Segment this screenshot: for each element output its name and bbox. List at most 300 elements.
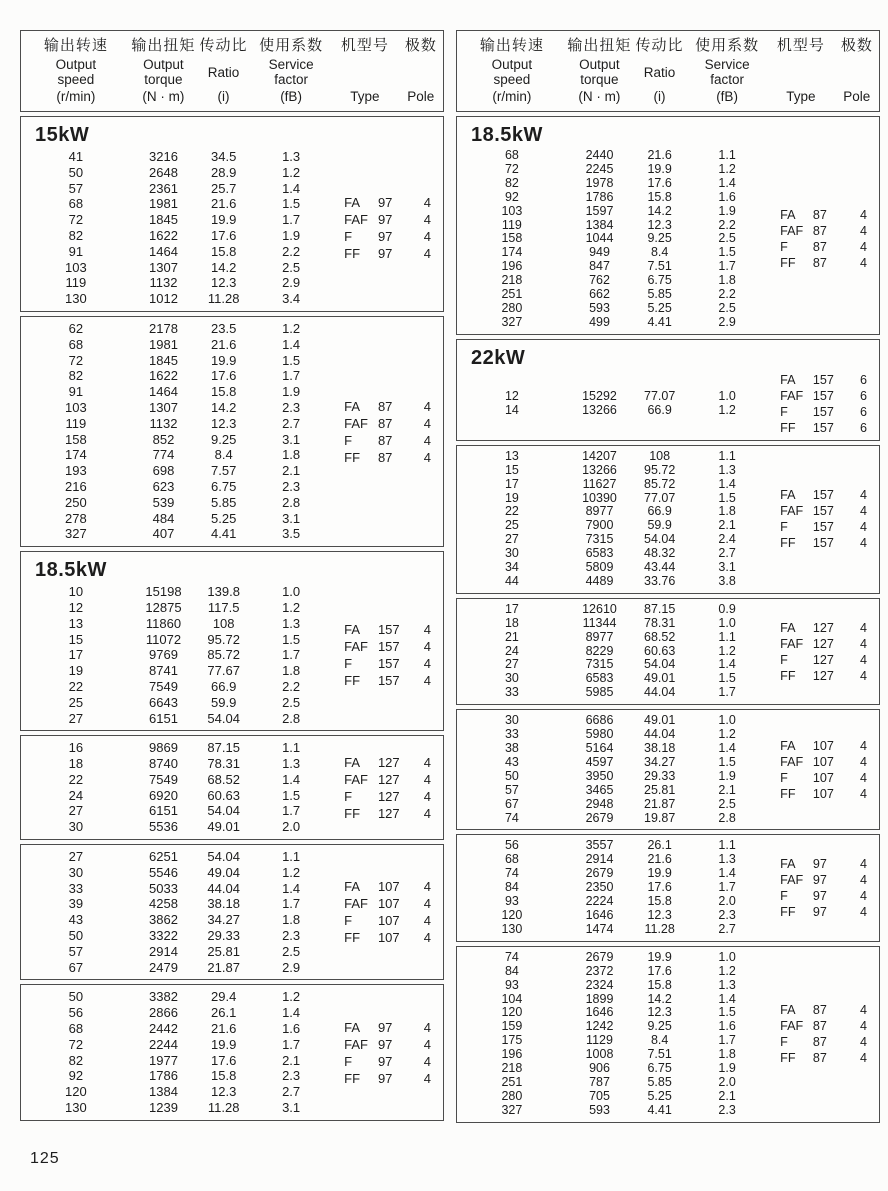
table-cell: 15292 — [582, 388, 617, 403]
model-prefix: FF — [344, 1070, 361, 1086]
table-cell: 1.2 — [718, 963, 736, 978]
model-prefix: FA — [344, 398, 361, 414]
table-row — [457, 1104, 767, 1118]
table-cell: 2648 — [149, 164, 178, 180]
table-cell: 50 — [68, 928, 84, 944]
table-cell: 1.1 — [718, 148, 736, 162]
table-cell: 6.75 — [211, 478, 237, 494]
page-number: 125 — [30, 1150, 60, 1167]
table-cell: 12875 — [145, 599, 182, 615]
header-label-zh: 传动比 — [199, 37, 248, 54]
table-cell: 18 — [68, 756, 84, 772]
table-row — [457, 404, 767, 418]
spec-block — [456, 709, 880, 830]
table-cell: 54.04 — [207, 849, 240, 865]
table-cell: 4489 — [585, 573, 614, 588]
model-type — [780, 223, 827, 239]
table-row — [457, 881, 767, 895]
table-cell: 13266 — [582, 462, 617, 477]
table-cell: 2.3 — [718, 907, 736, 922]
table-cell: 3322 — [149, 928, 178, 944]
table-cell: 327 — [65, 526, 87, 542]
table-cell: 2.3 — [282, 1068, 301, 1084]
table-cell: 11072 — [145, 631, 182, 647]
model-size: 87 — [377, 432, 393, 448]
table-cell: 14 — [504, 402, 519, 417]
table-cell: 49.01 — [644, 671, 676, 686]
table-cell: 30 — [504, 546, 519, 561]
model-size: 87 — [812, 240, 827, 255]
table-cell: 1307 — [149, 399, 178, 415]
table-cell: 5536 — [149, 819, 178, 835]
model-row — [780, 754, 867, 770]
table-cell: 15198 — [145, 584, 182, 600]
table-cell: 54.04 — [207, 710, 240, 726]
table-cell: 2.1 — [718, 518, 736, 533]
table-cell: 2442 — [149, 1021, 178, 1037]
table-cell: 1.9 — [282, 227, 301, 243]
table-cell: 6920 — [149, 787, 178, 803]
table-row — [21, 865, 331, 881]
table-row — [457, 895, 767, 909]
model-row — [780, 503, 867, 519]
model-row — [344, 638, 431, 655]
model-type — [780, 487, 834, 503]
block-content — [457, 603, 879, 700]
pole-count: 4 — [859, 857, 867, 872]
pole-count: 4 — [423, 211, 431, 227]
model-type — [344, 895, 400, 912]
table-cell: 33 — [504, 685, 519, 700]
table-cell: 218 — [501, 273, 523, 288]
table-cell: 19.9 — [647, 949, 672, 964]
model-row — [780, 620, 867, 636]
table-cell: 1.4 — [718, 175, 736, 190]
table-cell: 2.5 — [282, 694, 301, 710]
pole-count: 4 — [423, 1019, 431, 1035]
header-unit: Pole — [843, 89, 871, 104]
table-cell: 29.33 — [207, 928, 240, 944]
header-label-en-line: Output — [55, 57, 97, 72]
pole-count: 4 — [859, 620, 867, 635]
table-cell: 193 — [65, 463, 87, 479]
model-size: 157 — [812, 388, 834, 403]
table-cell: 3465 — [585, 782, 614, 797]
model-row — [344, 929, 431, 946]
model-prefix: FAF — [780, 504, 804, 519]
table-cell: 72 — [504, 161, 519, 176]
table-row — [21, 679, 331, 695]
table-row — [21, 416, 331, 432]
model-prefix: FF — [344, 245, 361, 261]
table-row — [457, 464, 767, 478]
model-prefix: FAF — [780, 873, 804, 888]
table-cell: 12 — [504, 388, 519, 403]
model-size: 157 — [812, 488, 834, 503]
model-type — [344, 878, 400, 895]
table-row — [457, 658, 767, 672]
table-cell: 1.7 — [718, 259, 736, 274]
header-cell — [567, 36, 632, 105]
table-cell: 662 — [589, 287, 610, 302]
model-prefix: FA — [780, 738, 796, 753]
model-list — [767, 487, 879, 551]
header-label-en — [208, 55, 240, 89]
table-cell: 8229 — [585, 643, 614, 658]
model-list — [767, 856, 879, 920]
pole-count: 4 — [423, 245, 431, 261]
model-size: 157 — [812, 536, 834, 551]
table-cell: 108 — [212, 615, 235, 631]
table-row — [21, 149, 331, 165]
table-cell: 2.5 — [282, 259, 301, 275]
table-row — [21, 600, 331, 616]
table-cell: 1.2 — [282, 989, 301, 1005]
table-cell: 6.75 — [647, 1061, 672, 1076]
model-prefix: FA — [780, 620, 796, 635]
header-unit: (N · m) — [142, 89, 185, 104]
table-cell: 2.3 — [282, 928, 301, 944]
model-row — [780, 786, 867, 802]
table-row — [21, 291, 331, 307]
table-cell: 1622 — [149, 368, 178, 384]
table-cell: 1597 — [585, 203, 614, 218]
model-size: 87 — [377, 398, 393, 414]
table-cell: 43 — [504, 754, 519, 769]
pole-count: 4 — [423, 398, 431, 414]
table-cell: 2.0 — [718, 1074, 736, 1089]
model-type — [780, 1034, 827, 1050]
model-row — [344, 1070, 431, 1087]
pole-count: 4 — [859, 240, 867, 255]
table-cell: 2.2 — [282, 678, 301, 694]
table-row — [457, 1048, 767, 1062]
model-size: 107 — [812, 754, 834, 769]
table-cell: 7.57 — [211, 463, 237, 479]
table-cell: 2.4 — [718, 532, 736, 547]
table-row — [21, 1005, 331, 1021]
table-row — [21, 432, 331, 448]
table-cell: 12 — [68, 599, 84, 615]
table-row — [21, 756, 331, 772]
table-cell: 3216 — [149, 149, 178, 164]
model-size: 97 — [812, 889, 827, 904]
header-label-en-line: torque — [580, 72, 619, 87]
spec-block — [456, 116, 880, 335]
table-cell: 49.01 — [207, 819, 240, 835]
table-cell: 8.4 — [214, 447, 233, 463]
table-cell: 38.18 — [644, 741, 676, 755]
table-cell: 15.8 — [647, 189, 672, 204]
model-prefix: F — [780, 1035, 788, 1050]
model-row — [780, 239, 867, 255]
table-row — [21, 353, 331, 369]
table-cell: 130 — [65, 1100, 87, 1116]
table-row — [21, 321, 331, 337]
header-unit: (r/min) — [492, 89, 532, 104]
model-prefix: FAF — [344, 771, 368, 787]
table-row — [457, 316, 767, 330]
table-cell: 2.8 — [282, 710, 301, 726]
table-cell: 2679 — [585, 949, 614, 964]
table-cell: 1.4 — [718, 657, 736, 672]
model-row — [780, 904, 867, 920]
table-cell: 2.7 — [282, 415, 301, 431]
model-type — [344, 754, 400, 771]
model-row — [344, 1036, 431, 1053]
table-row — [457, 232, 767, 246]
table-cell: 130 — [65, 291, 87, 307]
header-label-zh: 输出扭矩 — [131, 37, 196, 54]
table-cell: 33.76 — [644, 573, 676, 588]
table-row — [457, 686, 767, 700]
table-cell: 3.8 — [718, 573, 736, 588]
table-row — [21, 819, 331, 835]
table-cell: 16 — [68, 740, 84, 756]
model-type — [780, 754, 834, 770]
model-size: 127 — [377, 754, 400, 770]
table-row — [21, 695, 331, 711]
model-size: 157 — [812, 520, 834, 535]
table-cell: 3.1 — [282, 431, 301, 447]
pole-count: 4 — [859, 1003, 867, 1018]
table-cell: 12.3 — [211, 275, 237, 291]
model-size: 87 — [377, 415, 393, 431]
table-cell: 48.32 — [644, 546, 676, 561]
table-cell: 1.7 — [718, 1033, 736, 1048]
data-rows — [21, 989, 331, 1115]
table-cell: 6151 — [149, 803, 178, 819]
table-cell: 280 — [501, 1088, 523, 1103]
table-row — [457, 1076, 767, 1090]
table-cell: 19.87 — [644, 810, 676, 825]
table-cell: 6.75 — [647, 273, 672, 288]
model-prefix: F — [780, 240, 788, 255]
table-cell: 1.3 — [718, 852, 736, 867]
model-size: 97 — [812, 905, 827, 920]
model-prefix: FF — [780, 1051, 796, 1066]
model-type — [780, 904, 827, 920]
model-prefix: FAF — [780, 1019, 804, 1034]
data-rows — [457, 951, 767, 1118]
table-cell: 12.3 — [211, 1084, 237, 1100]
table-cell: 1129 — [586, 1033, 613, 1048]
table-cell: 10390 — [582, 490, 617, 505]
table-cell: 38 — [504, 741, 519, 755]
table-row — [21, 663, 331, 679]
table-row — [457, 246, 767, 260]
model-row — [344, 1053, 431, 1070]
header-label-en-line: Service — [268, 57, 314, 72]
model-prefix: FF — [344, 673, 361, 689]
table-cell: 59.9 — [211, 694, 237, 710]
table-cell: 1.4 — [718, 741, 736, 755]
table-cell: 78.31 — [207, 756, 240, 772]
table-cell: 3950 — [585, 768, 614, 783]
table-cell: 1.5 — [282, 196, 301, 212]
model-type — [780, 1018, 827, 1034]
model-type — [780, 388, 834, 404]
table-cell: 15.8 — [647, 894, 672, 909]
table-row — [457, 533, 767, 547]
header-label-en-line: speed — [57, 72, 95, 87]
model-prefix: F — [780, 520, 788, 535]
model-size: 97 — [812, 857, 827, 872]
table-cell: 17 — [68, 647, 84, 663]
table-cell: 2.8 — [718, 810, 736, 825]
table-cell: 3862 — [149, 912, 178, 928]
table-cell: 74 — [504, 810, 519, 825]
table-cell: 17.6 — [647, 963, 672, 978]
table-row — [457, 390, 767, 404]
model-row — [344, 621, 431, 638]
model-row — [344, 245, 431, 262]
table-cell: 1.1 — [718, 448, 736, 463]
table-cell: 49.04 — [207, 864, 240, 880]
table-cell: 103 — [65, 399, 87, 415]
table-cell: 2679 — [585, 810, 614, 825]
table-cell: 12.3 — [211, 415, 237, 431]
table-cell: 6583 — [585, 671, 614, 686]
table-cell: 1981 — [149, 336, 178, 352]
table-row — [457, 812, 767, 826]
table-cell: 1899 — [585, 991, 614, 1006]
data-rows — [21, 321, 331, 542]
table-cell: 2.8 — [282, 494, 301, 510]
table-cell: 82 — [68, 1052, 84, 1068]
table-cell: 774 — [152, 447, 175, 463]
table-cell: 19.9 — [211, 352, 237, 368]
header-unit: (fB) — [716, 89, 738, 104]
table-cell: 1977 — [149, 1052, 178, 1068]
table-cell: 2.5 — [718, 231, 736, 246]
table-cell: 1.2 — [282, 320, 301, 336]
model-prefix: FF — [780, 256, 796, 271]
data-rows — [457, 390, 767, 418]
table-cell: 18 — [504, 615, 519, 630]
table-cell: 14207 — [582, 448, 617, 463]
table-row — [457, 492, 767, 506]
table-cell: 34 — [504, 560, 519, 575]
section-title: 18.5kW — [35, 559, 107, 582]
table-row — [21, 803, 331, 819]
data-rows — [21, 584, 331, 726]
model-size: 97 — [377, 1019, 393, 1035]
table-cell: 787 — [589, 1074, 610, 1089]
table-row — [21, 711, 331, 727]
table-cell: 158 — [65, 431, 87, 447]
model-prefix: F — [780, 770, 788, 785]
model-size: 87 — [812, 208, 827, 223]
table-cell: 1242 — [585, 1019, 614, 1034]
table-cell: 21.87 — [207, 959, 240, 975]
table-cell: 11860 — [145, 615, 182, 631]
model-type — [344, 655, 400, 672]
table-row — [457, 260, 767, 274]
table-cell: 1044 — [585, 231, 614, 246]
spec-table-right — [456, 30, 880, 1123]
model-size: 87 — [377, 449, 393, 465]
table-cell: 117.5 — [207, 599, 240, 615]
pole-count: 4 — [859, 770, 867, 785]
table-row — [457, 1062, 767, 1076]
header-label-en-line: Output — [579, 57, 620, 72]
spec-block — [456, 339, 880, 441]
table-row — [457, 505, 767, 519]
block-content — [21, 149, 443, 307]
table-cell: 15.8 — [647, 977, 672, 992]
table-row — [457, 561, 767, 575]
table-cell: 26.1 — [211, 1005, 237, 1021]
table-row — [457, 478, 767, 492]
pole-count: 4 — [859, 636, 867, 651]
header-unit: (i) — [217, 89, 230, 104]
table-cell: 3557 — [585, 838, 614, 853]
table-cell: 1845 — [149, 352, 178, 368]
pole-count: 4 — [423, 656, 431, 672]
pole-count: 4 — [859, 224, 867, 239]
table-cell: 26.1 — [647, 838, 672, 853]
table-cell: 57 — [504, 782, 519, 797]
table-cell: 74 — [504, 866, 519, 881]
table-cell: 2.0 — [718, 894, 736, 909]
table-cell: 68 — [68, 336, 84, 352]
table-row — [21, 896, 331, 912]
table-cell: 1981 — [149, 196, 178, 212]
table-cell: 1239 — [149, 1100, 178, 1116]
table-cell: 30 — [504, 671, 519, 686]
spec-block — [456, 445, 880, 594]
table-cell: 698 — [152, 463, 175, 479]
table-cell: 78.31 — [644, 615, 676, 630]
table-cell: 1.5 — [718, 754, 736, 769]
table-cell: 1.9 — [718, 203, 736, 218]
table-cell: 906 — [589, 1061, 610, 1076]
table-cell: 9.25 — [647, 231, 672, 246]
table-row — [457, 205, 767, 219]
model-type — [780, 636, 834, 652]
table-cell: 25.81 — [207, 943, 240, 959]
model-prefix: FA — [780, 372, 796, 387]
model-type — [344, 788, 400, 805]
table-cell: 29.4 — [211, 989, 237, 1005]
model-type — [344, 1070, 392, 1087]
table-row — [457, 163, 767, 177]
table-cell: 2679 — [585, 866, 614, 881]
table-cell: 216 — [65, 478, 87, 494]
table-cell: 5.85 — [211, 494, 237, 510]
table-cell: 1.1 — [282, 849, 301, 865]
table-cell: 6251 — [149, 849, 178, 865]
table-cell: 2.9 — [718, 314, 736, 329]
model-type — [780, 1002, 827, 1018]
model-row — [344, 228, 431, 245]
table-cell: 327 — [501, 1102, 523, 1117]
table-cell: 1.3 — [282, 615, 301, 631]
header-unit: Type — [350, 89, 380, 104]
model-list — [331, 194, 443, 262]
pole-count: 4 — [859, 738, 867, 753]
table-cell: 54.04 — [644, 532, 676, 547]
table-cell: 4597 — [585, 754, 614, 769]
table-cell: 17.6 — [211, 368, 237, 384]
table-cell: 6151 — [149, 710, 178, 726]
table-cell: 2.1 — [718, 1088, 736, 1103]
model-row — [780, 636, 867, 652]
table-cell: 11344 — [582, 615, 617, 630]
table-row — [457, 450, 767, 464]
table-cell: 1.5 — [718, 245, 736, 260]
